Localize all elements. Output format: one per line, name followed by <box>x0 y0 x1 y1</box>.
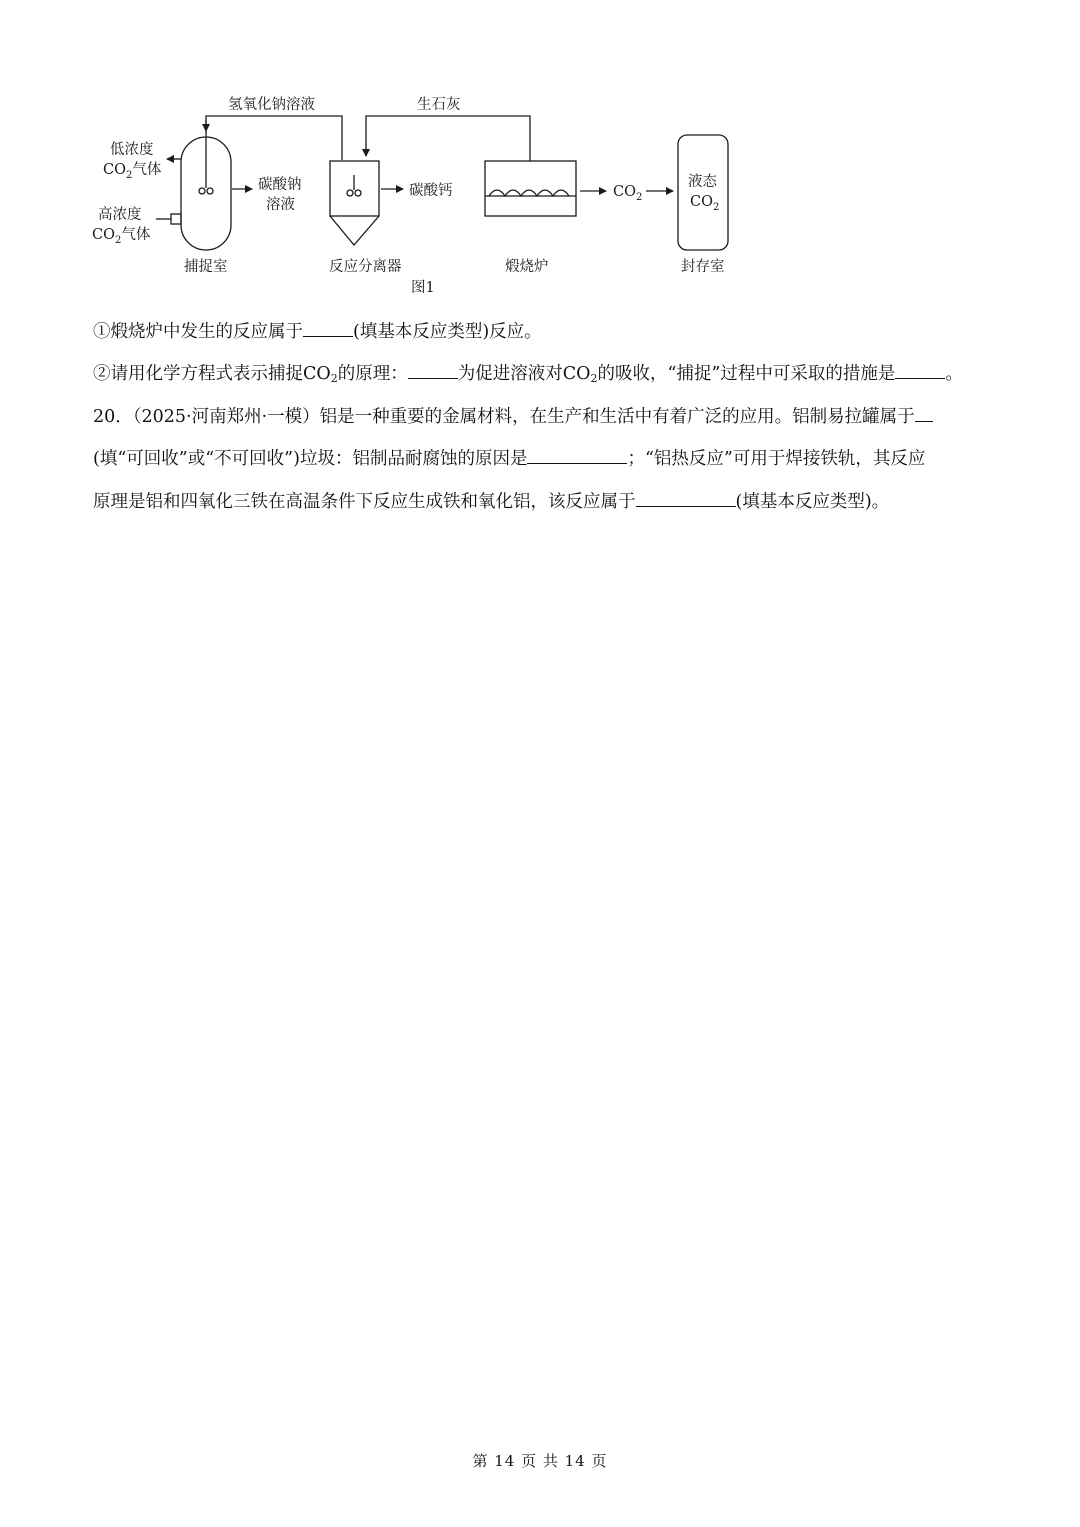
label-high-co2: $CO_2$气体 <box>92 227 151 246</box>
answer-blank[interactable] <box>636 488 736 507</box>
caption-capture-chamber: 捕捉室 <box>184 259 228 275</box>
q20-line1 <box>93 403 993 430</box>
q19-item2-text4: 的吸收，“捕捉”过程中可采取的措施是 <box>597 364 896 384</box>
q19-item2-text: ②请用化学方程式表示捕捉CO <box>93 364 331 384</box>
subscript: 2 <box>330 372 338 385</box>
q19-item1-text: ①煅烧炉中发生的反应属于 <box>93 322 303 342</box>
q19-item2 <box>93 360 993 387</box>
storage-chamber <box>678 135 728 250</box>
q20-line3-text: 原理是铝和四氧化三铁在高温条件下反应生成铁和氧化铝，该反应属于 <box>93 492 636 512</box>
q19-item2-text2: 的原理： <box>337 364 408 384</box>
flow-diagram <box>0 0 1080 310</box>
answer-blank[interactable] <box>895 360 945 379</box>
calcining-furnace <box>485 161 576 216</box>
label-low-conc: 低浓度 <box>110 142 154 158</box>
label-liquid-co2: $CO_2$ <box>690 194 720 213</box>
label-high-conc: 高浓度 <box>98 207 142 223</box>
subscript: 2 <box>590 372 598 385</box>
q19-item1 <box>93 318 993 345</box>
q20-line3 <box>93 488 993 515</box>
q19-item2-text3: 为促进溶液对CO <box>457 364 591 384</box>
answer-blank[interactable] <box>915 403 933 422</box>
label-liquid: 液态 <box>688 174 717 190</box>
caption-reaction-separator: 反应分离器 <box>329 259 402 275</box>
figure-caption: 图1 <box>411 280 435 296</box>
q19-item1-suffix: (填基本反应类型)反应。 <box>353 322 542 342</box>
q20-line2 <box>93 445 993 472</box>
answer-blank[interactable] <box>527 445 627 464</box>
label-low-co2: $CO_2$气体 <box>103 162 162 181</box>
label-sodium-carbonate: 碳酸钠 <box>258 177 302 193</box>
q20-line2-text: (填“可回收”或“不可回收”)垃圾：铝制品耐腐蚀的原因是 <box>93 449 528 469</box>
page-footer: 第 14 页 共 14 页 <box>472 1452 608 1470</box>
q20-line3-suffix: (填基本反应类型)。 <box>735 492 890 512</box>
q19-item2-suffix: 。 <box>945 364 963 384</box>
label-solution: 溶液 <box>266 197 295 213</box>
answer-blank[interactable] <box>408 360 458 379</box>
answer-blank[interactable] <box>303 318 353 337</box>
label-calcium-carbonate: 碳酸钙 <box>409 183 453 199</box>
caption-storage-chamber: 封存室 <box>681 259 725 275</box>
process-flow-figure <box>0 0 1080 310</box>
label-naoh: 氢氧化钠溶液 <box>228 97 315 113</box>
q20-line2-suffix: ；“铝热反应”可用于焊接铁轨，其反应 <box>627 449 926 469</box>
q20-stem: 20．（2025·河南郑州·一模）铝是一种重要的金属材料，在生产和生活中有着广泛的应用。铝制易拉罐属于 <box>93 407 915 427</box>
label-quicklime: 生石灰 <box>417 97 461 113</box>
label-co2-gas: $CO_2$ <box>613 184 643 203</box>
caption-calcining-furnace: 煅烧炉 <box>505 259 549 275</box>
